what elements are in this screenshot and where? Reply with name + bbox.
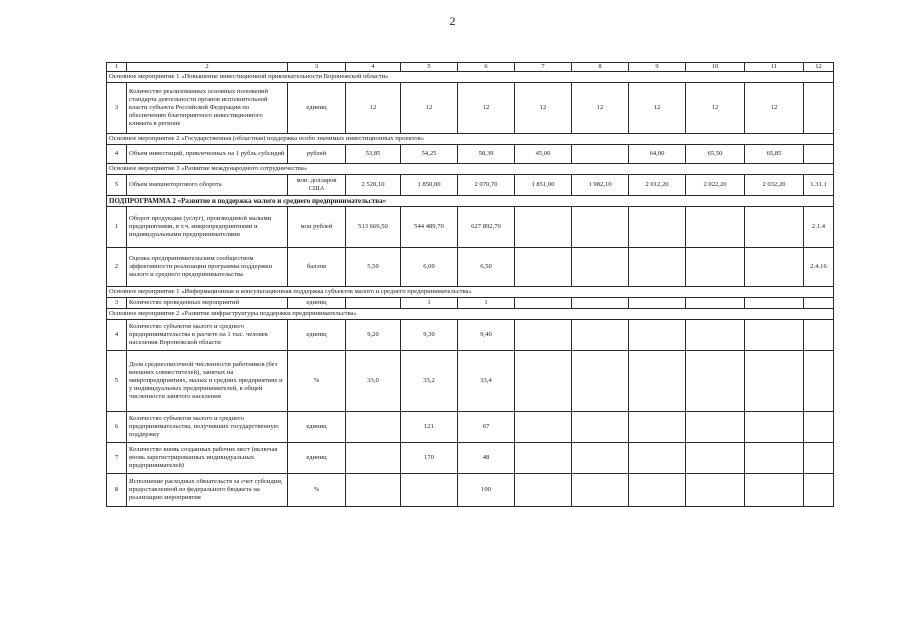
value-cell: 9,40 xyxy=(458,319,515,350)
value-cell xyxy=(686,206,745,247)
value-cell xyxy=(629,319,686,350)
row-number-cell: 2 xyxy=(107,247,127,286)
column-number-cell: 1 xyxy=(107,63,127,72)
unit-cell: млн рублей xyxy=(288,206,346,247)
value-cell xyxy=(745,206,804,247)
value-cell xyxy=(572,247,629,286)
value-cell: 12 xyxy=(686,82,745,133)
value-cell: 1 xyxy=(401,297,458,308)
unit-cell: % xyxy=(288,350,346,411)
reference-cell xyxy=(804,350,834,411)
value-cell xyxy=(686,319,745,350)
unit-cell: % xyxy=(288,473,346,506)
unit-cell: баллов xyxy=(288,247,346,286)
value-cell xyxy=(745,442,804,473)
table-row xyxy=(107,442,834,473)
reference-cell: 2.1.4 xyxy=(804,206,834,247)
indicator-name-cell: Количество вновь созданных рабочих мест (включая вновь зарегистрированных индивидуальных предпринимателей) xyxy=(127,442,288,473)
indicators-table xyxy=(106,62,834,507)
table-row xyxy=(107,350,834,411)
reference-cell xyxy=(804,411,834,442)
indicator-name-cell: Количество субъектов малого и среднего предпринимательства, получивших государственную поддержку xyxy=(127,411,288,442)
value-cell xyxy=(515,442,572,473)
value-cell: 33,4 xyxy=(458,350,515,411)
value-cell xyxy=(572,206,629,247)
value-cell: 2 012,20 xyxy=(629,174,686,195)
value-cell: 513 669,50 xyxy=(346,206,401,247)
value-cell xyxy=(686,473,745,506)
value-cell xyxy=(401,473,458,506)
table-row xyxy=(107,174,834,195)
value-cell xyxy=(572,411,629,442)
indicator-name-cell: Объем внешнеторгового оборота xyxy=(127,174,288,195)
row-number-cell: 3 xyxy=(107,82,127,133)
value-cell xyxy=(745,350,804,411)
value-cell xyxy=(346,297,401,308)
row-number-cell: 4 xyxy=(107,144,127,163)
value-cell: 65,50 xyxy=(686,144,745,163)
reference-cell xyxy=(804,442,834,473)
table-row xyxy=(107,247,834,286)
subprogram-row xyxy=(107,195,834,206)
row-number-cell: 7 xyxy=(107,442,127,473)
column-number-cell: 9 xyxy=(629,63,686,72)
section-title: ПОДПРОГРАММА 2 «Развитие и поддержка малого и среднего предпринимательства» xyxy=(107,195,834,206)
value-cell: 170 xyxy=(401,442,458,473)
column-number-cell: 11 xyxy=(745,63,804,72)
column-number-cell: 6 xyxy=(458,63,515,72)
value-cell: 45,00 xyxy=(515,144,572,163)
unit-cell: рублей xyxy=(288,144,346,163)
value-cell: 48 xyxy=(458,442,515,473)
value-cell: 64,00 xyxy=(629,144,686,163)
value-cell: 53,85 xyxy=(346,144,401,163)
value-cell xyxy=(515,319,572,350)
section-title: Основное мероприятие 1 «Информационная и консультационная поддержка субъектов малого и среднего предпринимательства» xyxy=(107,286,834,297)
value-cell: 65,85 xyxy=(745,144,804,163)
value-cell xyxy=(346,473,401,506)
unit-cell: единиц xyxy=(288,411,346,442)
row-number-cell: 5 xyxy=(107,350,127,411)
unit-cell: единиц xyxy=(288,319,346,350)
value-cell xyxy=(745,319,804,350)
section-row xyxy=(107,286,834,297)
row-number-cell: 4 xyxy=(107,319,127,350)
value-cell: 1 851,00 xyxy=(515,174,572,195)
section-row xyxy=(107,71,834,82)
value-cell xyxy=(572,350,629,411)
table-row xyxy=(107,206,834,247)
indicator-name-cell: Объем инвестиций, привлеченных на 1 рубль субсидий xyxy=(127,144,288,163)
value-cell: 2 070,70 xyxy=(458,174,515,195)
value-cell xyxy=(572,473,629,506)
value-cell xyxy=(686,297,745,308)
value-cell xyxy=(745,411,804,442)
value-cell xyxy=(629,206,686,247)
row-number-cell: 1 xyxy=(107,206,127,247)
value-cell: 12 xyxy=(629,82,686,133)
value-cell: 58,39 xyxy=(458,144,515,163)
value-cell xyxy=(515,247,572,286)
column-number-cell: 7 xyxy=(515,63,572,72)
indicator-name-cell: Исполнение расходных обязательств за счет субсидии, предоставленной из федерального бюджета на реализацию мероприятия xyxy=(127,473,288,506)
row-number-cell: 5 xyxy=(107,174,127,195)
value-cell xyxy=(515,206,572,247)
column-number-cell: 8 xyxy=(572,63,629,72)
column-number-cell: 12 xyxy=(804,63,834,72)
value-cell: 33,2 xyxy=(401,350,458,411)
value-cell: 9,20 xyxy=(346,319,401,350)
row-number-cell: 8 xyxy=(107,473,127,506)
value-cell: 1 850,00 xyxy=(401,174,458,195)
reference-cell xyxy=(804,319,834,350)
section-title: Основное мероприятие 2 «Государственная (областная) поддержка особо значимых инвестиционных проектов» xyxy=(107,133,834,144)
value-cell xyxy=(745,297,804,308)
value-cell xyxy=(572,144,629,163)
unit-cell: единиц xyxy=(288,82,346,133)
table-body xyxy=(107,63,834,507)
value-cell: 6,50 xyxy=(458,247,515,286)
table-row xyxy=(107,297,834,308)
value-cell xyxy=(629,350,686,411)
column-number-cell: 10 xyxy=(686,63,745,72)
value-cell xyxy=(686,350,745,411)
value-cell xyxy=(515,473,572,506)
row-number-cell: 3 xyxy=(107,297,127,308)
value-cell: 1 xyxy=(458,297,515,308)
indicator-name-cell: Оценка предпринимательским сообществом эффективности реализации программы поддержки малого и среднего предпринимательства xyxy=(127,247,288,286)
value-cell: 100 xyxy=(458,473,515,506)
value-cell xyxy=(629,442,686,473)
section-title: Основное мероприятие 2 «Развитие инфраструктуры поддержки предпринимательства» xyxy=(107,308,834,319)
section-title: Основное мероприятие 1 «Повышение инвестиционной привлекательности Воронежской области» xyxy=(107,71,834,82)
value-cell: 12 xyxy=(572,82,629,133)
table-row xyxy=(107,473,834,506)
value-cell: 54,25 xyxy=(401,144,458,163)
table-row xyxy=(107,82,834,133)
page-number: 2 xyxy=(449,14,456,28)
value-cell xyxy=(515,350,572,411)
value-cell: 9,30 xyxy=(401,319,458,350)
value-cell xyxy=(686,411,745,442)
section-row xyxy=(107,163,834,174)
header-row xyxy=(107,63,834,72)
value-cell: 121 xyxy=(401,411,458,442)
unit-cell: млн. долларов США xyxy=(288,174,346,195)
reference-cell: 2.4.16 xyxy=(804,247,834,286)
value-cell: 67 xyxy=(458,411,515,442)
indicator-name-cell: Доля среднесписочной численности работников (без внешних совместителей), занятых на микропредприятиях, малых и средних предприятиях и у индивидуальных предпринимателей, в общей численности занятого населения xyxy=(127,350,288,411)
table-row xyxy=(107,144,834,163)
value-cell xyxy=(629,297,686,308)
value-cell xyxy=(745,473,804,506)
indicator-name-cell: Количество реализованных основных положений стандарта деятельности органов исполнительной власти субъекта Российской Федерации по обеспечению благоприятного инвестиционного климата в регионе xyxy=(127,82,288,133)
value-cell: 12 xyxy=(346,82,401,133)
value-cell: 544 489,70 xyxy=(401,206,458,247)
value-cell xyxy=(572,297,629,308)
value-cell xyxy=(629,247,686,286)
value-cell xyxy=(572,442,629,473)
unit-cell: единиц xyxy=(288,442,346,473)
value-cell: 2 520,10 xyxy=(346,174,401,195)
table-row xyxy=(107,411,834,442)
reference-cell xyxy=(804,82,834,133)
indicator-name-cell: Оборот продукции (услуг), производимой малыми предприятиями, в т.ч. микропредприятиями и индивидуальными предпринимателями xyxy=(127,206,288,247)
value-cell xyxy=(629,411,686,442)
indicator-name-cell: Количество проведенных мероприятий xyxy=(127,297,288,308)
value-cell xyxy=(629,473,686,506)
value-cell: 6,00 xyxy=(401,247,458,286)
reference-cell xyxy=(804,297,834,308)
value-cell xyxy=(745,247,804,286)
value-cell xyxy=(572,319,629,350)
value-cell: 1 982,10 xyxy=(572,174,629,195)
value-cell: 12 xyxy=(515,82,572,133)
reference-cell: 1.31.1 xyxy=(804,174,834,195)
value-cell: 2 032,20 xyxy=(745,174,804,195)
value-cell: 5,50 xyxy=(346,247,401,286)
value-cell: 627 892,70 xyxy=(458,206,515,247)
value-cell xyxy=(686,442,745,473)
value-cell: 12 xyxy=(401,82,458,133)
value-cell xyxy=(515,411,572,442)
column-number-cell: 3 xyxy=(288,63,346,72)
section-title: Основное мероприятие 3 «Развитие международного сотрудничества» xyxy=(107,163,834,174)
reference-cell xyxy=(804,144,834,163)
value-cell xyxy=(346,411,401,442)
column-number-cell: 2 xyxy=(127,63,288,72)
reference-cell xyxy=(804,473,834,506)
value-cell xyxy=(515,297,572,308)
column-number-cell: 4 xyxy=(346,63,401,72)
table-row xyxy=(107,319,834,350)
column-number-cell: 5 xyxy=(401,63,458,72)
value-cell: 33,0 xyxy=(346,350,401,411)
section-row xyxy=(107,308,834,319)
value-cell xyxy=(686,247,745,286)
row-number-cell: 6 xyxy=(107,411,127,442)
value-cell: 2 022,20 xyxy=(686,174,745,195)
indicator-name-cell: Количество субъектов малого и среднего предпринимательства в расчете на 1 тыс. человек населения Воронежской области xyxy=(127,319,288,350)
unit-cell: единиц xyxy=(288,297,346,308)
value-cell: 12 xyxy=(458,82,515,133)
section-row xyxy=(107,133,834,144)
value-cell: 12 xyxy=(745,82,804,133)
value-cell xyxy=(346,442,401,473)
